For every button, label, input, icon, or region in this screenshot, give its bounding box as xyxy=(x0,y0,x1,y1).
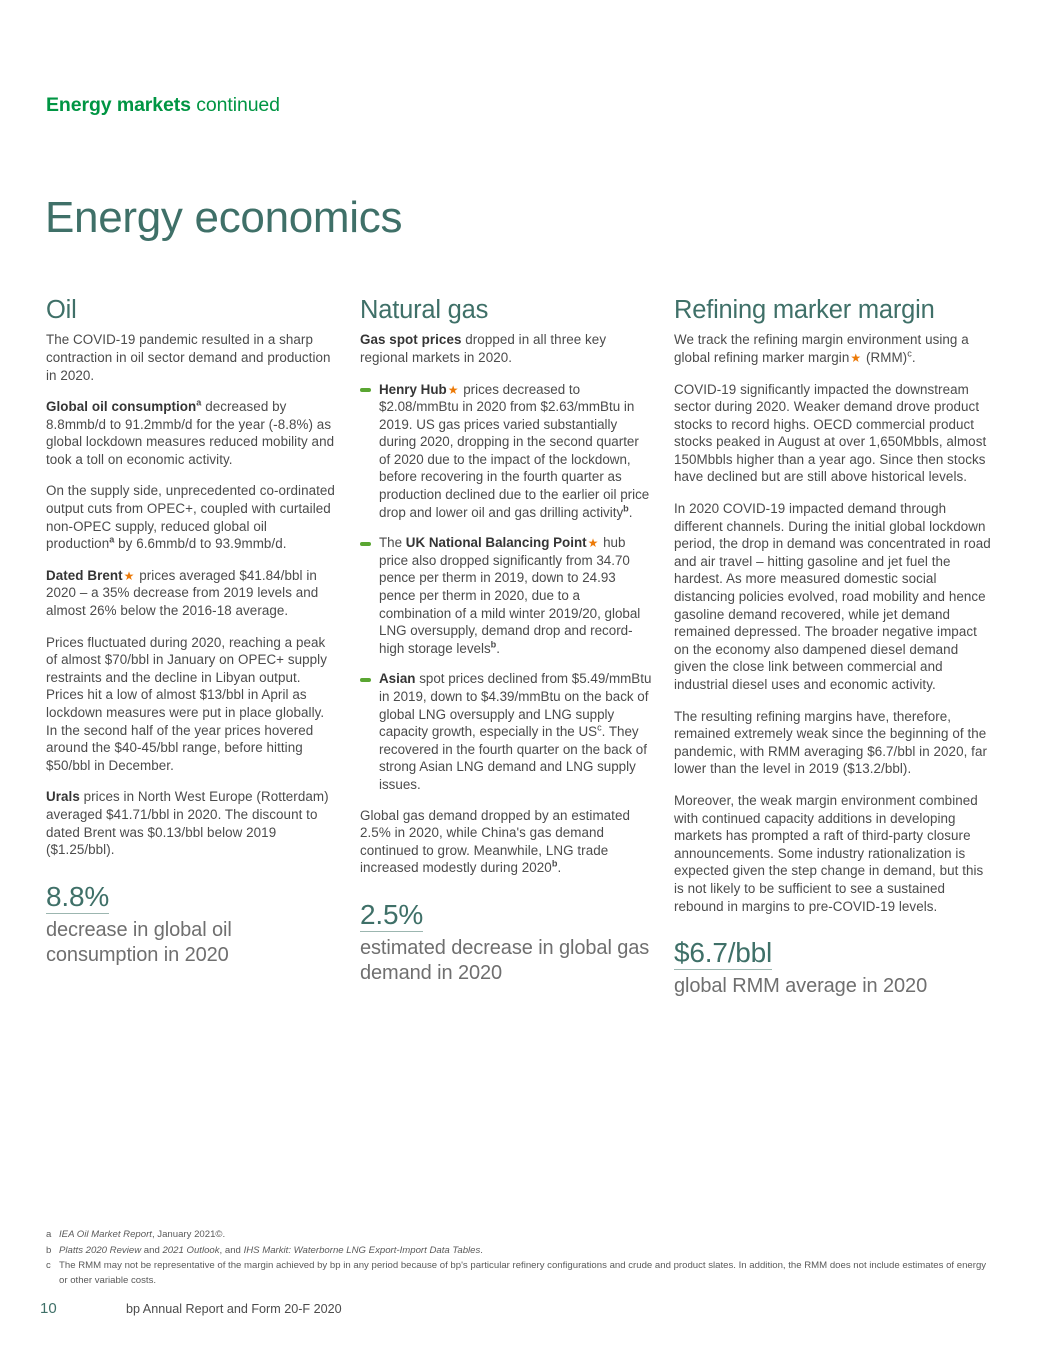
dash-bullet-icon xyxy=(360,678,371,682)
bullet-tail: . xyxy=(628,504,633,520)
section-eyebrow xyxy=(46,95,280,116)
page-footer xyxy=(40,1300,1000,1317)
gas-paragraph-1 xyxy=(360,331,652,366)
footnote-marker: a xyxy=(46,1229,52,1240)
gas-p2-a: Global gas demand dropped by an estimated 2.5% in 2020, while China's gas demand continued to grow. Meanwhile, LNG trade increased modestly during 2020 xyxy=(360,807,630,876)
footnote-run: , January 2021©. xyxy=(151,1229,226,1240)
gas-p1-lead: Gas spot prices xyxy=(360,332,462,348)
stat-oil-number: 8.8% xyxy=(46,881,109,914)
oil-p4-rest: prices averaged $41.84/bbl in 2020 – a 35% decrease from 2019 levels and almost 26% below the 2016-18 average. xyxy=(46,567,319,619)
bullet-pre: The xyxy=(379,535,406,551)
content-columns xyxy=(46,296,992,999)
footnote-text xyxy=(59,1228,996,1243)
document-title-footer: bp Annual Report and Form 20-F 2020 xyxy=(126,1302,342,1316)
rmm-paragraph-3: In 2020 COVID-19 impacted demand through different channels. During the initial global lockdown period, the drop in demand was concentrated in road and air travel – hitting gasoline and jet fuel the hardest. As more measured domestic social distancing policies evolved, road mobility and hence gasoline demand recovered, while jet demand remained depressed. The broader negative impact on the economy also dampened diesel demand given the close link between commercial and industrial diesel uses and economic activity. xyxy=(674,501,991,692)
stat-oil xyxy=(46,881,338,968)
stat-gas xyxy=(360,899,652,986)
oil-paragraph-2 xyxy=(46,398,338,468)
eyebrow-strong: Energy markets xyxy=(46,94,191,116)
footnote-ref-c: c xyxy=(597,722,602,733)
heading-oil: Oil xyxy=(46,296,77,324)
footnote-row xyxy=(46,1228,996,1243)
stat-rmm-caption: global RMM average in 2020 xyxy=(674,975,928,998)
footnote-run: The RMM may not be representative of the margin achieved by bp in any period because of bp's particular refinery configurations and crude and product slates. In addition, the RMM does not include estimates of energy or other variable costs. xyxy=(59,1260,987,1286)
star-icon: ★ xyxy=(123,568,135,583)
bullet-lead: Henry Hub xyxy=(379,381,447,397)
page-title: Energy economics xyxy=(45,193,403,243)
column-oil xyxy=(46,296,338,999)
footnote-ref-b: b xyxy=(490,639,497,650)
bullet-tail: . xyxy=(496,640,500,656)
footnote-italic-run: IHS Markit: Waterborne LNG Export-Import Data Tables xyxy=(243,1244,481,1256)
footnotes xyxy=(46,1228,996,1289)
oil-paragraph-6 xyxy=(46,788,338,858)
star-icon: ★ xyxy=(587,536,599,551)
footnote-run: , and xyxy=(219,1244,244,1256)
oil-paragraph-4 xyxy=(46,567,338,620)
heading-natural-gas: Natural gas xyxy=(360,296,489,324)
footnote-run: . xyxy=(480,1244,483,1256)
oil-p3-b: by 6.6mmb/d to 93.9mmb/d. xyxy=(114,536,287,552)
rmm-paragraph-2: COVID-19 significantly impacted the downstream sector during 2020. Weaker demand drove product stocks to record highs. OECD commercial product stocks peaked in August at over 1,650Mbbls, almost 150Mbbls higher than a year ago. Since then stocks have declined but are still above historical levels. xyxy=(674,381,987,485)
rmm-p1-a: We track the refining margin environment using a global refining marker margin xyxy=(674,332,969,365)
footnote-text xyxy=(59,1259,996,1288)
gas-bullet-list xyxy=(360,381,652,794)
footnote-run: and xyxy=(141,1244,163,1256)
oil-p2-rest: decreased by 8.8mmb/d to 91.2mmb/d for the year (-8.8%) as global lockdown measures reduced mobility and took a toll on economic activity. xyxy=(46,399,335,467)
footnote-row xyxy=(46,1244,996,1259)
footnote-marker: c xyxy=(46,1260,51,1271)
footnote-ref-c: c xyxy=(907,348,912,359)
footnote-text xyxy=(59,1244,996,1259)
stat-rmm xyxy=(674,937,992,999)
oil-paragraph-3 xyxy=(46,482,338,552)
list-item xyxy=(360,381,652,522)
column-refining-marker-margin xyxy=(674,296,992,999)
oil-p2-lead: Global oil consumption xyxy=(46,399,197,415)
bullet-text: prices decreased to $2.08/mmBtu in 2020 from $2.63/mmBtu in 2019. US gas prices varied substantially during 2020, dropping in the second quarter of 2020 due to the impact of the lockdown, before recovering in the fourth quarter as production declined due to the earlier oil price drop and lower oil and gas drilling activity xyxy=(379,381,650,520)
oil-p6-rest: prices in North West Europe (Rotterdam) averaged $41.71/bbl in 2020. The discount to dated Brent was $0.13/bbl below 2019 ($1.25/bbl). xyxy=(46,789,329,858)
gas-p1-rest: dropped in all three key regional markets in 2020. xyxy=(360,332,607,365)
bullet-text: spot prices declined from $5.49/mmBtu in 2019, down to $4.39/mmBtu on the back of global LNG oversupply and LNG supply capacity growth, especially in the US xyxy=(379,671,652,740)
oil-paragraph-1: The COVID-19 pandemic resulted in a sharp contraction in oil sector demand and production in 2020. xyxy=(46,332,331,383)
rmm-paragraph-5: Moreover, the weak margin environment combined with continued capacity additions in developing markets has prompted a raft of third-party closure announcements. Some industry rationalization is expected given the step change in demand, but this is not likely to be sufficient to see a sustained rebound in margins to pre-COVID-19 levels. xyxy=(674,792,984,914)
footnote-row xyxy=(46,1259,996,1288)
bullet-lead: UK National Balancing Point xyxy=(405,535,587,551)
footnote-ref-a: a xyxy=(109,534,115,545)
column-natural-gas xyxy=(360,296,652,999)
star-icon: ★ xyxy=(850,350,862,365)
list-item xyxy=(360,670,652,793)
dash-bullet-icon xyxy=(360,388,371,392)
footnote-marker: b xyxy=(46,1244,52,1256)
oil-p4-lead: Dated Brent xyxy=(46,567,123,583)
stat-gas-caption: estimated decrease in global gas demand in 2020 xyxy=(360,937,650,985)
star-icon: ★ xyxy=(447,382,459,397)
heading-refining-marker-margin: Refining marker margin xyxy=(674,296,935,324)
gas-p2-b: . xyxy=(557,860,562,876)
footnote-italic-run: Platts 2020 Review xyxy=(59,1244,142,1256)
oil-paragraph-5: Prices fluctuated during 2020, reaching a peak of almost $70/bbl in January on OPEC+ supply restraints and the decline in Libyan output. Prices hit a low of almost $13/bbl in April as lockdown measures were put in place globally. In the second half of the year prices hovered around the $40-45/bbl range, before hitting $50/bbl in December. xyxy=(46,634,327,773)
footnote-italic-run: IEA Oil Market Report xyxy=(59,1229,152,1240)
stat-oil-caption: decrease in global oil consumption in 2020 xyxy=(46,919,232,967)
bullet-lead: Asian xyxy=(379,671,416,687)
bullet-text: hub price also dropped significantly from 34.70 pence per therm in 2019, down to 24.93 pence per therm in 2020, due to a combination of a mild winter 2019/20, global LNG oversupply, demand drop and record-high storage levels xyxy=(379,535,641,656)
stat-rmm-number: $6.7/bbl xyxy=(674,937,772,970)
oil-p6-lead: Urals xyxy=(46,789,80,805)
page-number: 10 xyxy=(40,1300,57,1317)
stat-gas-number: 2.5% xyxy=(360,899,423,932)
dash-bullet-icon xyxy=(360,542,371,546)
gas-paragraph-2 xyxy=(360,807,652,877)
rmm-paragraph-1 xyxy=(674,331,992,366)
bullet-text-b: . They recovered in the fourth quarter on the back of strong Asian LNG demand and LNG supply issues. xyxy=(379,724,647,792)
rmm-p1-c: . xyxy=(911,349,916,365)
list-item xyxy=(360,534,652,657)
footnote-ref-a: a xyxy=(196,397,202,408)
footnote-ref-b: b xyxy=(551,858,558,869)
eyebrow-light: continued xyxy=(190,94,280,116)
oil-p3-a: On the supply side, unprecedented co-ordinated output cuts from OPEC+, coupled with curtailed non-OPEC supply, reduced global oil production xyxy=(46,483,335,552)
rmm-p1-b: (RMM) xyxy=(862,349,908,365)
footnote-ref-b: b xyxy=(623,503,629,514)
rmm-paragraph-4: The resulting refining margins have, therefore, remained extremely weak since the beginning of the pandemic, with RMM averaging $6.7/bbl in 2020, far lower than the level in 2019 ($13.2/bbl). xyxy=(674,708,987,777)
footnote-italic-run: 2021 Outlook xyxy=(162,1244,220,1256)
